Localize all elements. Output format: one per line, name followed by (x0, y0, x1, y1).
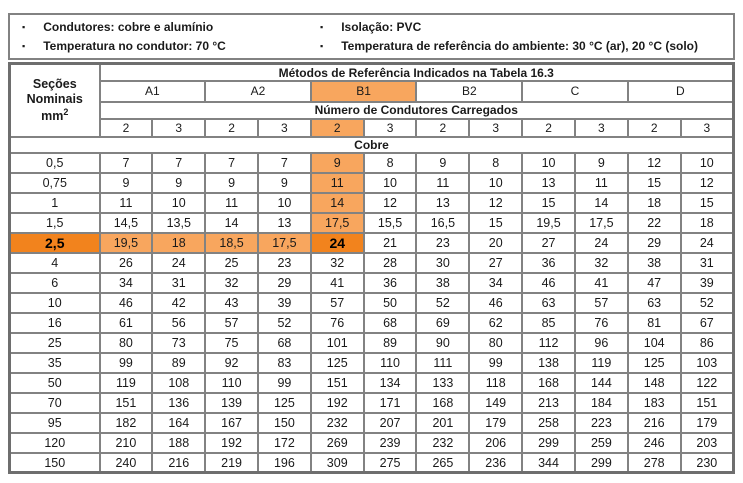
conductor-count: 2 (522, 119, 575, 137)
capacity-cell: 75 (205, 333, 258, 353)
capacity-cell: 13 (522, 173, 575, 193)
capacity-cell: 73 (152, 333, 205, 353)
capacity-cell: 213 (522, 393, 575, 413)
table-row-25 (10, 333, 734, 353)
capacity-cell: 138 (522, 353, 575, 373)
capacity-cell: 30 (416, 253, 469, 273)
capacity-cell: 309 (311, 453, 364, 473)
capacity-cell: 278 (628, 453, 681, 473)
capacity-cell: 46 (100, 293, 153, 313)
capacity-cell: 344 (522, 453, 575, 473)
capacity-cell: 52 (681, 293, 734, 313)
section-size-label: 0,75 (10, 173, 100, 193)
capacity-cell: 76 (311, 313, 364, 333)
corner-line2: Nominais (26, 92, 83, 107)
square-bullet-icon: ▪ (22, 22, 26, 32)
capacity-cell: 62 (469, 313, 522, 333)
capacity-cell: 39 (258, 293, 311, 313)
capacity-cell: 67 (681, 313, 734, 333)
note-text: Temperatura no condutor: 70 °C (43, 39, 226, 54)
capacity-cell: 259 (575, 433, 628, 453)
capacity-cell: 11 (311, 173, 364, 193)
capacity-cell: 171 (364, 393, 417, 413)
capacity-cell: 43 (205, 293, 258, 313)
capacity-cell: 111 (416, 353, 469, 373)
capacity-cell: 80 (100, 333, 153, 353)
capacity-cell: 15 (681, 193, 734, 213)
conductor-count: 3 (681, 119, 734, 137)
capacity-cell: 34 (469, 273, 522, 293)
capacity-cell: 167 (205, 413, 258, 433)
capacity-cell: 183 (628, 393, 681, 413)
section-size-label: 70 (10, 393, 100, 413)
material-row (10, 137, 734, 153)
capacity-cell: 41 (575, 273, 628, 293)
section-size-label: 150 (10, 453, 100, 473)
square-bullet-icon: ▪ (320, 41, 324, 52)
capacity-cell: 103 (681, 353, 734, 373)
capacity-cell: 168 (522, 373, 575, 393)
section-size-label: 1,5 (10, 213, 100, 233)
capacity-cell: 236 (469, 453, 522, 473)
capacity-cell: 24 (575, 233, 628, 253)
capacity-cell: 92 (205, 353, 258, 373)
capacity-cell: 24 (152, 253, 205, 273)
capacity-cell: 168 (416, 393, 469, 413)
capacity-cell: 85 (522, 313, 575, 333)
conductor-count: 3 (152, 119, 205, 137)
notes-grid (22, 19, 729, 54)
capacity-cell: 192 (205, 433, 258, 453)
capacity-cell: 83 (258, 353, 311, 373)
note-text: Temperatura de referência do ambiente: 30 °C (ar), 20 °C (solo) (341, 39, 699, 54)
method-header-a2: A2 (205, 81, 311, 102)
conductor-count: 2 (416, 119, 469, 137)
capacity-cell: 19,5 (522, 213, 575, 233)
capacity-cell: 68 (364, 313, 417, 333)
capacity-cell: 207 (364, 413, 417, 433)
capacity-cell: 12 (364, 193, 417, 213)
capacity-cell: 203 (681, 433, 734, 453)
capacity-cell: 9 (311, 153, 364, 173)
capacity-cell: 50 (364, 293, 417, 313)
capacity-cell: 20 (469, 233, 522, 253)
capacity-cell: 232 (416, 433, 469, 453)
capacity-cell: 13 (416, 193, 469, 213)
capacity-cell: 9 (100, 173, 153, 193)
capacity-cell: 10 (258, 193, 311, 213)
capacity-cell: 12 (681, 173, 734, 193)
capacity-cell: 63 (628, 293, 681, 313)
capacity-cell: 108 (152, 373, 205, 393)
capacity-cell: 9 (258, 173, 311, 193)
table-row-95 (10, 413, 734, 433)
corner-line1: Seções (32, 77, 77, 92)
capacity-cell: 239 (364, 433, 417, 453)
capacity-cell: 182 (100, 413, 153, 433)
capacity-cell: 99 (100, 353, 153, 373)
capacity-cell: 11 (100, 193, 153, 213)
capacity-cell: 150 (258, 413, 311, 433)
table-row-150 (10, 453, 734, 473)
capacity-cell: 89 (152, 353, 205, 373)
capacity-cell: 52 (258, 313, 311, 333)
method-header-b2: B2 (416, 81, 522, 102)
capacity-cell: 56 (152, 313, 205, 333)
capacity-cell: 216 (628, 413, 681, 433)
capacity-cell: 36 (364, 273, 417, 293)
conductor-count: 3 (258, 119, 311, 137)
ampacity-table (8, 62, 735, 474)
conductor-count: 3 (364, 119, 417, 137)
capacity-cell: 15 (469, 213, 522, 233)
capacity-cell: 17,5 (258, 233, 311, 253)
capacity-cell: 7 (152, 153, 205, 173)
capacity-cell: 81 (628, 313, 681, 333)
capacity-cell: 122 (681, 373, 734, 393)
capacity-cell: 144 (575, 373, 628, 393)
capacity-cell: 29 (628, 233, 681, 253)
table-row-120 (10, 433, 734, 453)
capacity-cell: 17,5 (311, 213, 364, 233)
capacity-cell: 201 (416, 413, 469, 433)
capacity-cell: 80 (469, 333, 522, 353)
capacity-cell: 151 (311, 373, 364, 393)
capacity-cell: 13 (258, 213, 311, 233)
conductor-count: 3 (575, 119, 628, 137)
capacity-cell: 32 (575, 253, 628, 273)
capacity-cell: 76 (575, 313, 628, 333)
capacity-cell: 179 (469, 413, 522, 433)
note-conductors (22, 19, 320, 35)
capacity-cell: 23 (416, 233, 469, 253)
conductor-count: 3 (469, 119, 522, 137)
capacity-cell: 125 (311, 353, 364, 373)
section-size-label: 25 (10, 333, 100, 353)
capacity-cell: 34 (100, 273, 153, 293)
section-size-label: 4 (10, 253, 100, 273)
capacity-cell: 216 (152, 453, 205, 473)
capacity-cell: 101 (311, 333, 364, 353)
capacity-cell: 104 (628, 333, 681, 353)
table-title: Métodos de Referência Indicados na Tabela 16.3 (100, 64, 734, 81)
capacity-cell: 119 (575, 353, 628, 373)
capacity-cell: 12 (628, 153, 681, 173)
capacity-cell: 11 (575, 173, 628, 193)
capacity-cell: 22 (628, 213, 681, 233)
note-text: Isolação: PVC (341, 20, 422, 34)
capacity-cell: 57 (311, 293, 364, 313)
capacity-cell: 133 (416, 373, 469, 393)
notes-box (8, 13, 735, 60)
capacity-cell: 125 (628, 353, 681, 373)
capacity-cell: 7 (205, 153, 258, 173)
section-size-label: 0,5 (10, 153, 100, 173)
note-insulation (320, 19, 729, 35)
capacity-cell: 46 (522, 273, 575, 293)
conductors-label: Número de Condutores Carregados (100, 102, 734, 119)
capacity-cell: 38 (628, 253, 681, 273)
nominal-sections-header (10, 64, 100, 137)
conductor-count: 2 (311, 119, 364, 137)
capacity-cell: 32 (311, 253, 364, 273)
capacity-cell: 265 (416, 453, 469, 473)
capacity-cell: 188 (152, 433, 205, 453)
table-row-10 (10, 293, 734, 313)
capacity-cell: 23 (258, 253, 311, 273)
capacity-cell: 16,5 (416, 213, 469, 233)
capacity-cell: 223 (575, 413, 628, 433)
table-row-35 (10, 353, 734, 373)
capacity-cell: 232 (311, 413, 364, 433)
capacity-cell: 24 (681, 233, 734, 253)
capacity-cell: 18 (628, 193, 681, 213)
capacity-cell: 24 (311, 233, 364, 253)
capacity-cell: 9 (575, 153, 628, 173)
capacity-cell: 15 (522, 193, 575, 213)
capacity-cell: 9 (416, 153, 469, 173)
capacity-cell: 9 (205, 173, 258, 193)
capacity-cell: 118 (469, 373, 522, 393)
capacity-cell: 15,5 (364, 213, 417, 233)
capacity-cell: 14,5 (100, 213, 153, 233)
capacity-cell: 90 (416, 333, 469, 353)
capacity-cell: 27 (469, 253, 522, 273)
capacity-cell: 99 (469, 353, 522, 373)
capacity-cell: 19,5 (100, 233, 153, 253)
capacity-cell: 31 (152, 273, 205, 293)
capacity-cell: 219 (205, 453, 258, 473)
capacity-cell: 10 (522, 153, 575, 173)
capacity-cell: 11 (416, 173, 469, 193)
capacity-cell: 134 (364, 373, 417, 393)
capacity-cell: 8 (469, 153, 522, 173)
capacity-cell: 99 (258, 373, 311, 393)
capacity-cell: 89 (364, 333, 417, 353)
note-ambient-temperature (320, 38, 729, 54)
capacity-cell: 9 (152, 173, 205, 193)
capacity-cell: 18,5 (205, 233, 258, 253)
capacity-cell: 196 (258, 453, 311, 473)
capacity-cell: 7 (258, 153, 311, 173)
table-row-16 (10, 313, 734, 333)
capacity-cell: 21 (364, 233, 417, 253)
capacity-cell: 7 (100, 153, 153, 173)
capacity-cell: 246 (628, 433, 681, 453)
section-size-label: 95 (10, 413, 100, 433)
section-size-label: 6 (10, 273, 100, 293)
section-size-label: 50 (10, 373, 100, 393)
table-row-2_5 (10, 233, 734, 253)
capacity-cell: 68 (258, 333, 311, 353)
capacity-cell: 240 (100, 453, 153, 473)
section-size-label: 120 (10, 433, 100, 453)
capacity-cell: 18 (152, 233, 205, 253)
method-header-b1: B1 (311, 81, 417, 102)
method-header-c: C (522, 81, 628, 102)
capacity-cell: 57 (575, 293, 628, 313)
capacity-cell: 57 (205, 313, 258, 333)
capacity-cell: 258 (522, 413, 575, 433)
section-size-label: 16 (10, 313, 100, 333)
conductor-count: 2 (100, 119, 153, 137)
capacity-cell: 299 (575, 453, 628, 473)
conductor-count: 2 (628, 119, 681, 137)
capacity-cell: 210 (100, 433, 153, 453)
capacity-cell: 25 (205, 253, 258, 273)
note-conductor-temperature (22, 38, 320, 54)
capacity-cell: 110 (205, 373, 258, 393)
capacity-cell: 11 (205, 193, 258, 213)
capacity-cell: 69 (416, 313, 469, 333)
capacity-cell: 47 (628, 273, 681, 293)
capacity-cell: 46 (469, 293, 522, 313)
capacity-cell: 275 (364, 453, 417, 473)
capacity-cell: 299 (522, 433, 575, 453)
capacity-cell: 139 (205, 393, 258, 413)
methods-row (10, 81, 734, 102)
counts-row (10, 119, 734, 137)
table-row-0_75 (10, 173, 734, 193)
capacity-cell: 52 (416, 293, 469, 313)
capacity-cell: 149 (469, 393, 522, 413)
capacity-cell: 10 (681, 153, 734, 173)
capacity-cell: 179 (681, 413, 734, 433)
capacity-cell: 36 (522, 253, 575, 273)
conductors-label-row (10, 102, 734, 119)
capacity-cell: 32 (205, 273, 258, 293)
capacity-cell: 10 (364, 173, 417, 193)
capacity-cell: 148 (628, 373, 681, 393)
title-row (10, 64, 734, 81)
capacity-cell: 125 (258, 393, 311, 413)
conductor-count: 2 (205, 119, 258, 137)
capacity-cell: 39 (681, 273, 734, 293)
capacity-cell: 28 (364, 253, 417, 273)
capacity-cell: 15 (628, 173, 681, 193)
table-row-70 (10, 393, 734, 413)
capacity-cell: 12 (469, 193, 522, 213)
square-bullet-icon: ▪ (22, 41, 26, 52)
section-size-label: 10 (10, 293, 100, 313)
section-size-label: 35 (10, 353, 100, 373)
capacity-cell: 206 (469, 433, 522, 453)
capacity-cell: 14 (575, 193, 628, 213)
capacity-cell: 61 (100, 313, 153, 333)
capacity-cell: 10 (152, 193, 205, 213)
capacity-cell: 151 (681, 393, 734, 413)
square-bullet-icon: ▪ (320, 22, 324, 32)
capacity-cell: 86 (681, 333, 734, 353)
capacity-cell: 26 (100, 253, 153, 273)
capacity-cell: 31 (681, 253, 734, 273)
capacity-cell: 38 (416, 273, 469, 293)
capacity-cell: 29 (258, 273, 311, 293)
capacity-cell: 63 (522, 293, 575, 313)
capacity-cell: 136 (152, 393, 205, 413)
table-row-50 (10, 373, 734, 393)
section-size-label: 1 (10, 193, 100, 213)
table-row-4 (10, 253, 734, 273)
capacity-cell: 151 (100, 393, 153, 413)
capacity-cell: 112 (522, 333, 575, 353)
table-row-0_5 (10, 153, 734, 173)
capacity-cell: 230 (681, 453, 734, 473)
capacity-cell: 184 (575, 393, 628, 413)
capacity-cell: 17,5 (575, 213, 628, 233)
note-text: Condutores: cobre e alumínio (43, 20, 214, 34)
capacity-cell: 18 (681, 213, 734, 233)
capacity-cell: 96 (575, 333, 628, 353)
capacity-cell: 110 (364, 353, 417, 373)
capacity-cell: 269 (311, 433, 364, 453)
method-header-a1: A1 (100, 81, 206, 102)
method-header-d: D (628, 81, 734, 102)
table-row-1_5 (10, 213, 734, 233)
capacity-cell: 164 (152, 413, 205, 433)
capacity-cell: 8 (364, 153, 417, 173)
capacity-cell: 10 (469, 173, 522, 193)
capacity-cell: 14 (311, 193, 364, 213)
section-size-label: 2,5 (10, 233, 100, 253)
capacity-cell: 14 (205, 213, 258, 233)
capacity-cell: 13,5 (152, 213, 205, 233)
capacity-cell: 192 (311, 393, 364, 413)
capacity-cell: 41 (311, 273, 364, 293)
material-label: Cobre (10, 137, 734, 153)
capacity-cell: 172 (258, 433, 311, 453)
capacity-cell: 119 (100, 373, 153, 393)
capacity-cell: 27 (522, 233, 575, 253)
corner-unit: $mm^2$ (41, 107, 69, 124)
table-row-6 (10, 273, 734, 293)
table-row-1 (10, 193, 734, 213)
capacity-cell: 42 (152, 293, 205, 313)
